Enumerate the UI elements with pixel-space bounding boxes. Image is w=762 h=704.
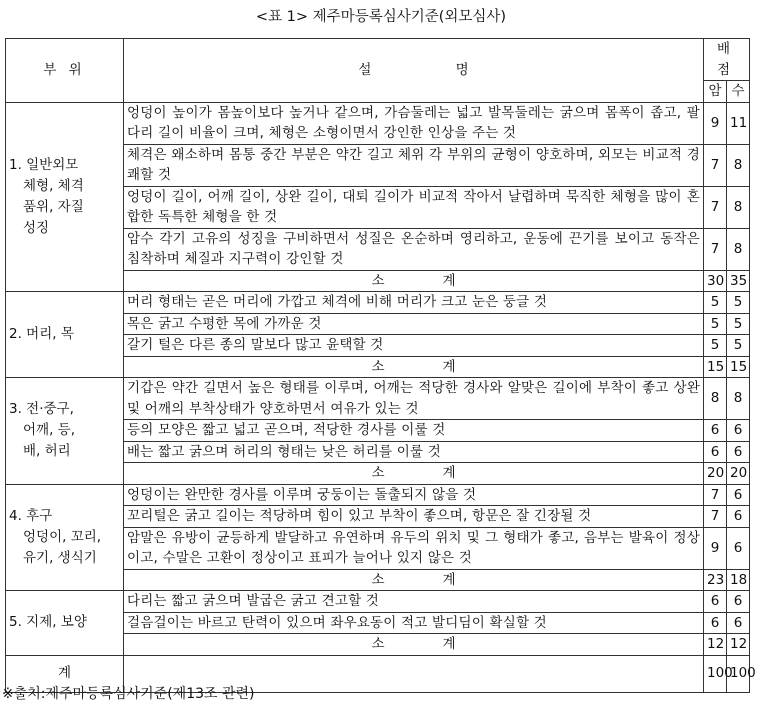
score-male: 11 [727, 102, 750, 144]
score-female: 7 [704, 484, 727, 506]
header-score: 배 점 [704, 39, 750, 81]
score-female: 8 [704, 378, 727, 420]
subtotal-label: 소계 [124, 463, 704, 485]
subtotal-female: 15 [704, 356, 727, 378]
section-label [6, 591, 124, 656]
score-male: 6 [727, 420, 750, 442]
table-row [6, 102, 750, 144]
score-male: 6 [727, 612, 750, 634]
score-female: 7 [704, 144, 727, 186]
criterion-description: 엉덩이는 완만한 경사를 이루며 궁둥이는 돌출되지 않을 것 [124, 484, 704, 506]
score-male: 6 [727, 527, 750, 569]
screening-criteria-table [5, 38, 756, 693]
score-female: 5 [704, 335, 727, 357]
score-male: 6 [727, 506, 750, 528]
criterion-description: 암말은 유방이 균등하게 발달하고 유연하며 유두의 위치 및 그 형태가 좋고, 음부는 발육이 정상이고, 수말은 고환이 정상이고 표피가 늘어나 있지 않은 것 [124, 527, 704, 569]
section-label [6, 292, 124, 378]
score-male: 5 [727, 292, 750, 314]
header-female: 암 [704, 81, 727, 103]
section-label-line: 3. 전·중구, [9, 401, 74, 418]
score-male: 5 [727, 313, 750, 335]
score-female: 9 [704, 102, 727, 144]
table-row [6, 378, 750, 420]
criterion-description: 꼬리털은 굵고 길이는 적당하며 힘이 있고 부착이 좋으며, 항문은 잘 긴장될 것 [124, 506, 704, 528]
criterion-description: 암수 각기 고유의 성징을 구비하면서 성질은 온순하며 영리하고, 운동에 끈기를 보이고 동작은 침착하며 체질과 지구력이 강인할 것 [124, 228, 704, 270]
section-label [6, 378, 124, 485]
score-female: 6 [704, 591, 727, 613]
score-male: 5 [727, 335, 750, 357]
subtotal-male: 20 [727, 463, 750, 485]
subtotal-male: 18 [727, 569, 750, 591]
table-row [6, 591, 750, 613]
header-part: 부 위 [6, 39, 124, 103]
criterion-description: 목은 굵고 수평한 목에 가까운 것 [124, 313, 704, 335]
score-male: 8 [727, 228, 750, 270]
score-female: 7 [704, 506, 727, 528]
section-label [6, 102, 124, 292]
section-label-line: 품위, 자질 [23, 198, 84, 215]
section-label [6, 484, 124, 591]
score-female: 7 [704, 186, 727, 228]
score-male: 6 [727, 591, 750, 613]
subtotal-female: 30 [704, 270, 727, 292]
score-female: 6 [704, 612, 727, 634]
section-label-line: 4. 후구 [9, 507, 53, 524]
subtotal-male: 15 [727, 356, 750, 378]
total-male: 100 [727, 655, 750, 692]
criterion-description: 엉덩이 길이, 어깨 길이, 상완 길이, 대퇴 길이가 비교적 작아서 날렵하며 묵직한 체형을 많이 혼합한 독특한 체형을 한 것 [124, 186, 704, 228]
criterion-description: 다리는 짧고 굵으며 발굽은 굵고 견고할 것 [124, 591, 704, 613]
section-label-line: 체형, 체격 [23, 177, 84, 194]
section-label-line: 배, 허리 [23, 443, 71, 460]
header-row [6, 39, 750, 81]
total-female: 100 [704, 655, 727, 692]
criterion-description: 엉덩이 높이가 몸높이보다 높거나 같으며, 가슴둘레는 넓고 발목둘레는 굵으며 몸폭이 좁고, 팔다리 길이 비율이 크며, 체형은 소형이면서 강인한 인상을 주는 것 [124, 102, 704, 144]
score-female: 6 [704, 420, 727, 442]
criterion-description: 기갑은 약간 길면서 높은 형태를 이루며, 어깨는 적당한 경사와 알맞은 길이에 부착이 좋고 상완 및 어깨의 부착상태가 양호하면서 여유가 있는 것 [124, 378, 704, 420]
subtotal-female: 20 [704, 463, 727, 485]
section-label-line: 5. 지제, 보양 [9, 614, 87, 631]
score-male: 8 [727, 378, 750, 420]
criterion-description: 배는 짧고 굵으며 허리의 형태는 낮은 허리를 이룰 것 [124, 441, 704, 463]
criterion-description: 체격은 왜소하며 몸통 중간 부분은 약간 길고 체위 각 부위의 균형이 양호하며, 외모는 비교적 경쾌할 것 [124, 144, 704, 186]
total-label: 계 [6, 655, 124, 692]
subtotal-female: 12 [704, 634, 727, 656]
subtotal-female: 23 [704, 569, 727, 591]
score-male: 6 [727, 441, 750, 463]
table-caption: <표 1> 제주마등록심사기준(외모심사) [255, 9, 507, 25]
table-row [6, 484, 750, 506]
score-female: 6 [704, 441, 727, 463]
section-label-line: 유기, 생식기 [23, 549, 97, 566]
section-label-line: 1. 일반외모 [9, 156, 79, 173]
score-female: 5 [704, 292, 727, 314]
subtotal-male: 12 [727, 634, 750, 656]
header-male: 수 [727, 81, 750, 103]
score-male: 8 [727, 144, 750, 186]
header-description: 설 명 [124, 39, 704, 103]
criterion-description: 등의 모양은 짧고 넓고 곧으며, 적당한 경사를 이룰 것 [124, 420, 704, 442]
source-note: ※출처:제주마등록심사기준(제13조 관련) [2, 686, 255, 702]
subtotal-label: 소계 [124, 270, 704, 292]
section-label-line: 엉덩이, 꼬리, [23, 528, 102, 545]
table-row [6, 292, 750, 314]
score-female: 7 [704, 228, 727, 270]
score-female: 5 [704, 313, 727, 335]
section-label-line: 2. 머리, 목 [9, 326, 74, 342]
criterion-description: 머리 형태는 곧은 머리에 가깝고 체격에 비해 머리가 크고 눈은 둥글 것 [124, 292, 704, 314]
score-male: 6 [727, 484, 750, 506]
subtotal-label: 소계 [124, 356, 704, 378]
criterion-description: 걸음걸이는 바르고 탄력이 있으며 좌우요동이 적고 발디딤이 확실할 것 [124, 612, 704, 634]
score-female: 9 [704, 527, 727, 569]
section-label-line: 성징 [23, 219, 50, 236]
section-label-line: 어깨, 등, [23, 422, 75, 439]
subtotal-label: 소계 [124, 634, 704, 656]
subtotal-label: 소계 [124, 569, 704, 591]
criterion-description: 갈기 털은 다른 종의 말보다 많고 윤택할 것 [124, 335, 704, 357]
subtotal-male: 35 [727, 270, 750, 292]
score-male: 8 [727, 186, 750, 228]
